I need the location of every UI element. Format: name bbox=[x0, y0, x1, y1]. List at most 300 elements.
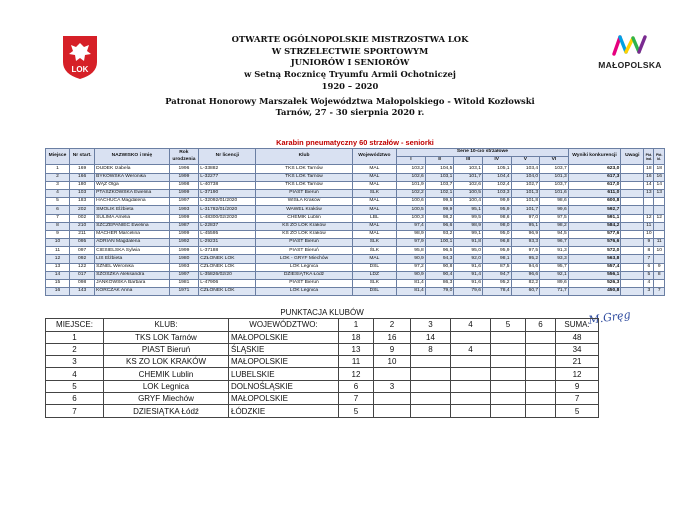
kl-p6 bbox=[526, 368, 556, 380]
result-license: L-31782/01/2020 bbox=[199, 206, 256, 214]
result-club: PIAST Bieruń bbox=[256, 247, 352, 255]
result-total: 584,2 bbox=[568, 222, 621, 230]
result-license: L-37190 bbox=[199, 189, 256, 197]
result-club: LOK Legnica bbox=[256, 288, 352, 296]
malopolska-logo-text: MAŁOPOLSKA bbox=[598, 60, 662, 70]
result-notes bbox=[621, 230, 644, 238]
result-s6: 94,5 bbox=[540, 230, 569, 238]
result-s4: 99,9 bbox=[482, 198, 511, 206]
result-pkt-ind: 6 bbox=[644, 263, 654, 271]
result-s6: 103,7 bbox=[540, 165, 569, 173]
result-s5: 102,7 bbox=[511, 181, 540, 189]
col-s6: VI bbox=[540, 157, 569, 165]
result-s1: 81,4 bbox=[397, 280, 426, 288]
kl-club: GRYF Miechów bbox=[104, 393, 229, 405]
table-row bbox=[46, 280, 665, 288]
result-start: 166 bbox=[70, 173, 95, 181]
result-place: 4 bbox=[46, 189, 70, 197]
kl-p6 bbox=[526, 331, 556, 343]
kl-region: LUBELSKIE bbox=[229, 368, 339, 380]
result-pkt-ind: 16 bbox=[644, 173, 654, 181]
result-s3: 91,8 bbox=[454, 239, 483, 247]
result-total: 600,8 bbox=[568, 198, 621, 206]
col-s2: II bbox=[425, 157, 454, 165]
result-s1: 98,9 bbox=[397, 230, 426, 238]
table-row bbox=[46, 368, 599, 380]
result-s6: 92,1 bbox=[540, 271, 569, 279]
result-s4: 95,0 bbox=[482, 230, 511, 238]
result-region: LDZ bbox=[352, 271, 397, 279]
result-license: L-32092/01/2020 bbox=[199, 198, 256, 206]
kl-p4 bbox=[451, 331, 491, 343]
header-line-7: Tarnów, 27 - 30 sierpnia 2020 r. bbox=[275, 107, 425, 118]
result-start: 183 bbox=[70, 198, 95, 206]
result-notes bbox=[621, 255, 644, 263]
result-pkt-ind: 4 bbox=[644, 280, 654, 288]
result-pkt-ind: 11 bbox=[644, 222, 654, 230]
result-pkt-kl bbox=[654, 206, 665, 214]
result-club: CHEMIK Lublin bbox=[256, 214, 352, 222]
result-region: MAL bbox=[352, 222, 397, 230]
table-row bbox=[46, 222, 665, 230]
col-series: Serie 10-cio strzałowe bbox=[397, 149, 569, 157]
result-name: ADRIAN Magdalena bbox=[95, 239, 169, 247]
result-s6: 98,6 bbox=[540, 198, 569, 206]
result-license: L-22837 bbox=[199, 222, 256, 230]
table-row bbox=[46, 380, 599, 392]
result-s3: 95,1 bbox=[454, 206, 483, 214]
kl-p1: 13 bbox=[339, 343, 374, 355]
table-row bbox=[46, 271, 665, 279]
kl-p4 bbox=[451, 380, 491, 392]
result-pkt-kl bbox=[654, 255, 665, 263]
result-total: 623,0 bbox=[568, 165, 621, 173]
kl-place: 6 bbox=[46, 393, 104, 405]
col-region: Województwo bbox=[352, 149, 397, 165]
result-license: L-40738 bbox=[199, 181, 256, 189]
result-s2: 104,5 bbox=[425, 165, 454, 173]
result-year: 1993 bbox=[169, 206, 199, 214]
result-club: LOK - GRYF Miechów bbox=[256, 255, 352, 263]
result-s5: 93,3 bbox=[511, 239, 540, 247]
result-name: SZNEL Weronika bbox=[95, 263, 169, 271]
result-year: 1999 bbox=[169, 173, 199, 181]
result-place: 7 bbox=[46, 214, 70, 222]
result-s4: 95,2 bbox=[482, 280, 511, 288]
result-s5: 101,3 bbox=[511, 189, 540, 197]
result-name: SULIMA Amelia bbox=[95, 214, 169, 222]
result-start: 095 bbox=[70, 239, 95, 247]
table-row bbox=[46, 181, 665, 189]
kl-sum: 5 bbox=[556, 405, 599, 417]
kl-club: KS ZO LOK KRAKÓW bbox=[104, 356, 229, 368]
table-row bbox=[46, 343, 599, 355]
kl-p1: 6 bbox=[339, 380, 374, 392]
kl-p5 bbox=[491, 368, 526, 380]
result-s3: 99,1 bbox=[454, 230, 483, 238]
result-s3: 95,0 bbox=[454, 247, 483, 255]
results-table bbox=[45, 139, 665, 296]
result-club: TKS LOK Tarnów bbox=[256, 165, 352, 173]
kl-p4 bbox=[451, 405, 491, 417]
result-pkt-ind: 13 bbox=[644, 189, 654, 197]
result-s4: 87,5 bbox=[482, 263, 511, 271]
result-place: 3 bbox=[46, 181, 70, 189]
result-s6: 98,2 bbox=[540, 222, 569, 230]
result-s1: 101,9 bbox=[397, 181, 426, 189]
result-total: 556,1 bbox=[568, 271, 621, 279]
result-region: MAL bbox=[352, 173, 397, 181]
result-notes bbox=[621, 239, 644, 247]
result-pkt-kl bbox=[654, 222, 665, 230]
result-pkt-ind: 8 bbox=[644, 247, 654, 255]
club-points-table bbox=[45, 307, 599, 418]
col-club: Klub bbox=[256, 149, 352, 165]
kl-club: TKS LOK Tarnów bbox=[104, 331, 229, 343]
col-pkt-kl: Pkt. kl. bbox=[654, 149, 665, 165]
kl-p5 bbox=[491, 356, 526, 368]
kl-col-6: 6 bbox=[526, 319, 556, 331]
kl-place: 3 bbox=[46, 356, 104, 368]
result-s1: 95,8 bbox=[397, 247, 426, 255]
result-s6: 96,7 bbox=[540, 239, 569, 247]
result-s1: 90,9 bbox=[397, 271, 426, 279]
result-place: 10 bbox=[46, 239, 70, 247]
kl-p3 bbox=[411, 393, 451, 405]
kl-p2 bbox=[374, 405, 411, 417]
result-club: PIAST Bieruń bbox=[256, 189, 352, 197]
result-pkt-ind: 3 bbox=[644, 288, 654, 296]
result-s4: 104,4 bbox=[482, 173, 511, 181]
result-notes bbox=[621, 189, 644, 197]
kl-p1: 12 bbox=[339, 368, 374, 380]
result-s3: 79,6 bbox=[454, 288, 483, 296]
kl-place: 4 bbox=[46, 368, 104, 380]
results-title: Karabin pneumatyczny 60 strzałów - seniorki bbox=[46, 139, 665, 149]
col-start: Nr start. bbox=[70, 149, 95, 165]
result-s5: 101,8 bbox=[511, 198, 540, 206]
kl-p3: 8 bbox=[411, 343, 451, 355]
result-place: 11 bbox=[46, 247, 70, 255]
result-s4: 95,9 bbox=[482, 247, 511, 255]
result-pkt-kl: 8 bbox=[654, 271, 665, 279]
result-s4: 102,4 bbox=[482, 181, 511, 189]
result-year: 1999 bbox=[169, 230, 199, 238]
col-license: Nr licencji bbox=[199, 149, 256, 165]
result-region: ŚLK bbox=[352, 239, 397, 247]
kl-col-2: 2 bbox=[374, 319, 411, 331]
kl-p1: 7 bbox=[339, 393, 374, 405]
result-notes bbox=[621, 271, 644, 279]
result-total: 576,6 bbox=[568, 239, 621, 247]
result-region: MAL bbox=[352, 230, 397, 238]
col-s5: V bbox=[511, 157, 540, 165]
result-s5: 97,0 bbox=[511, 214, 540, 222]
result-total: 557,4 bbox=[568, 263, 621, 271]
result-s3: 101,7 bbox=[454, 173, 483, 181]
result-place: 13 bbox=[46, 263, 70, 271]
result-year: 1999 bbox=[169, 214, 199, 222]
result-name: SMOLIK Elżbieta bbox=[95, 206, 169, 214]
result-s3: 98,9 bbox=[454, 222, 483, 230]
result-license: L-32277 bbox=[199, 173, 256, 181]
kl-region: ŁÓDZKIE bbox=[229, 405, 339, 417]
result-name: SZCZEPANIEC Ewelina bbox=[95, 222, 169, 230]
result-region: MAL bbox=[352, 198, 397, 206]
result-s4: 78,4 bbox=[482, 288, 511, 296]
header-line-5: 1920 – 2020 bbox=[321, 80, 379, 91]
result-notes bbox=[621, 263, 644, 271]
result-place: 14 bbox=[46, 271, 70, 279]
result-year: 1987 bbox=[169, 222, 199, 230]
result-pkt-ind: 10 bbox=[644, 230, 654, 238]
result-region: ŚLK bbox=[352, 189, 397, 197]
kl-club: DZIESIĄTKA Łódź bbox=[104, 405, 229, 417]
result-club: DZIESIĄTKA Łódź bbox=[256, 271, 352, 279]
result-s6: 101,3 bbox=[540, 173, 569, 181]
result-notes bbox=[621, 173, 644, 181]
result-s3: 100,4 bbox=[454, 198, 483, 206]
kl-p5 bbox=[491, 343, 526, 355]
result-year: 1992 bbox=[169, 239, 199, 247]
result-s6: 91,3 bbox=[540, 247, 569, 255]
result-start: 103 bbox=[70, 189, 95, 197]
result-region: ŚLK bbox=[352, 247, 397, 255]
result-start: 122 bbox=[70, 263, 95, 271]
kl-p3 bbox=[411, 405, 451, 417]
result-year: 1999 bbox=[169, 247, 199, 255]
result-year: 1997 bbox=[169, 198, 199, 206]
result-pkt-kl: 11 bbox=[654, 239, 665, 247]
kl-p2 bbox=[374, 368, 411, 380]
result-s3: 100,5 bbox=[454, 189, 483, 197]
result-s2: 90,4 bbox=[425, 271, 454, 279]
result-s1: 81,4 bbox=[397, 288, 426, 296]
kl-col-club: KLUB: bbox=[104, 319, 229, 331]
kl-region: DOLNOŚLĄSKIE bbox=[229, 380, 339, 392]
result-s4: 103,3 bbox=[482, 189, 511, 197]
kl-p3: 14 bbox=[411, 331, 451, 343]
table-row bbox=[46, 165, 665, 173]
kl-sum: 21 bbox=[556, 356, 599, 368]
result-s5: 101,7 bbox=[511, 206, 540, 214]
header-line-4: w Setną Rocznicę Tryumfu Armii Ochotniczej bbox=[244, 69, 456, 80]
header-line-2: W STRZELECTWIE SPORTOWYM bbox=[271, 45, 429, 56]
result-s6: 71,7 bbox=[540, 288, 569, 296]
result-place: 12 bbox=[46, 255, 70, 263]
kl-p3 bbox=[411, 356, 451, 368]
result-region: MAL bbox=[352, 165, 397, 173]
col-s1: I bbox=[397, 157, 426, 165]
result-s2: 86,3 bbox=[425, 280, 454, 288]
result-pkt-kl: 10 bbox=[654, 247, 665, 255]
result-s4: 98,6 bbox=[482, 214, 511, 222]
result-pkt-kl: 14 bbox=[654, 181, 665, 189]
kl-p2: 10 bbox=[374, 356, 411, 368]
result-s1: 97,2 bbox=[397, 263, 426, 271]
result-s1: 100,5 bbox=[397, 206, 426, 214]
result-pkt-ind: 12 bbox=[644, 214, 654, 222]
result-name: WĄŻ Olga bbox=[95, 181, 169, 189]
kl-club: LOK Legnica bbox=[104, 380, 229, 392]
result-region: DSL bbox=[352, 263, 397, 271]
result-club: TKS LOK Tarnów bbox=[256, 181, 352, 189]
result-club: KS ZO LOK Kraków bbox=[256, 230, 352, 238]
col-year: Rok urodzenia bbox=[169, 149, 199, 165]
result-notes bbox=[621, 181, 644, 189]
result-club: LOK Legnica bbox=[256, 263, 352, 271]
result-club: PIAST Bieruń bbox=[256, 239, 352, 247]
result-s1: 97,4 bbox=[397, 222, 426, 230]
result-license: CZŁONEK LOK bbox=[199, 255, 256, 263]
result-s6: 103,7 bbox=[540, 181, 569, 189]
kl-place: 5 bbox=[46, 380, 104, 392]
result-s2: 94,3 bbox=[425, 255, 454, 263]
result-start: 143 bbox=[70, 288, 95, 296]
kl-region: MAŁOPOLSKIE bbox=[229, 331, 339, 343]
kl-place: 7 bbox=[46, 405, 104, 417]
kl-col-sum: SUMA: bbox=[556, 319, 599, 331]
result-pkt-kl: 7 bbox=[654, 288, 665, 296]
result-s5: 82,2 bbox=[511, 280, 540, 288]
kl-p6 bbox=[526, 393, 556, 405]
result-s4: 95,9 bbox=[482, 206, 511, 214]
kl-col-4: 4 bbox=[451, 319, 491, 331]
result-year: 1980 bbox=[169, 255, 199, 263]
result-place: 1 bbox=[46, 165, 70, 173]
result-year: 1981 bbox=[169, 280, 199, 288]
result-notes bbox=[621, 206, 644, 214]
result-name: HACHUCA Magdalena bbox=[95, 198, 169, 206]
kl-p1: 11 bbox=[339, 356, 374, 368]
result-region: MAL bbox=[352, 255, 397, 263]
result-pkt-kl: 18 bbox=[654, 165, 665, 173]
table-row bbox=[46, 393, 599, 405]
kl-sum: 9 bbox=[556, 380, 599, 392]
kl-club: CHEMIK Lublin bbox=[104, 368, 229, 380]
col-name: NAZWISKO i Imię bbox=[95, 149, 169, 165]
kl-region: MAŁOPOLSKIE bbox=[229, 393, 339, 405]
result-s3: 99,5 bbox=[454, 214, 483, 222]
result-pkt-ind: 18 bbox=[644, 165, 654, 173]
result-pkt-ind: 9 bbox=[644, 239, 654, 247]
table-row bbox=[46, 255, 665, 263]
result-s4: 98,1 bbox=[482, 255, 511, 263]
table-row bbox=[46, 288, 665, 296]
result-s1: 90,9 bbox=[397, 255, 426, 263]
kl-sum: 48 bbox=[556, 331, 599, 343]
result-s4: 105,1 bbox=[482, 165, 511, 173]
result-license: CZŁONEK LOK bbox=[199, 263, 256, 271]
kl-region: ŚLĄSKIE bbox=[229, 343, 339, 355]
result-pkt-kl: 16 bbox=[654, 173, 665, 181]
kl-col-place: MIEJSCE: bbox=[46, 319, 104, 331]
kl-p5 bbox=[491, 393, 526, 405]
result-s2: 99,9 bbox=[425, 206, 454, 214]
result-pkt-kl bbox=[654, 230, 665, 238]
result-pkt-ind: 5 bbox=[644, 271, 654, 279]
result-place: 15 bbox=[46, 280, 70, 288]
result-s6: 89,6 bbox=[540, 280, 569, 288]
result-total: 617,3 bbox=[568, 173, 621, 181]
result-place: 5 bbox=[46, 198, 70, 206]
malopolska-mark-icon bbox=[612, 34, 648, 56]
result-name: SZOSZKA Aleksandra bbox=[95, 271, 169, 279]
result-s6: 99,6 bbox=[540, 206, 569, 214]
kl-sum: 12 bbox=[556, 368, 599, 380]
result-license: L-37188 bbox=[199, 247, 256, 255]
result-s3: 91,6 bbox=[454, 280, 483, 288]
result-license: L-35826/02/20 bbox=[199, 271, 256, 279]
result-club: WAWEL Kraków bbox=[256, 206, 352, 214]
table-row bbox=[46, 206, 665, 214]
result-total: 450,8 bbox=[568, 288, 621, 296]
result-start: 169 bbox=[70, 165, 95, 173]
result-s5: 95,2 bbox=[511, 255, 540, 263]
result-s3: 91,6 bbox=[454, 263, 483, 271]
result-place: 6 bbox=[46, 206, 70, 214]
col-notes: Uwagi bbox=[621, 149, 644, 165]
result-club: KS ZO LOK Kraków bbox=[256, 222, 352, 230]
result-year: 1998 bbox=[169, 181, 199, 189]
result-region: MAL bbox=[352, 206, 397, 214]
result-start: 092 bbox=[70, 255, 95, 263]
result-total: 591,1 bbox=[568, 214, 621, 222]
result-pkt-kl: 12 bbox=[654, 214, 665, 222]
table-row bbox=[46, 173, 665, 181]
table-row bbox=[46, 230, 665, 238]
result-s3: 102,6 bbox=[454, 181, 483, 189]
col-pkt-ind: Pkt. ind. bbox=[644, 149, 654, 165]
table-row bbox=[46, 214, 665, 222]
result-notes bbox=[621, 165, 644, 173]
col-total: Wyniki konkurencji bbox=[568, 149, 621, 165]
result-s2: 102,1 bbox=[425, 189, 454, 197]
result-s3: 91,4 bbox=[454, 271, 483, 279]
kl-sum: 34 bbox=[556, 343, 599, 355]
result-license: L-45595 bbox=[199, 230, 256, 238]
kl-p1: 5 bbox=[339, 405, 374, 417]
header-line-1: OTWARTE OGÓLNOPOLSKIE MISTRZOSTWA LOK bbox=[231, 34, 469, 44]
result-place: 16 bbox=[46, 288, 70, 296]
result-year: 1996 bbox=[169, 165, 199, 173]
result-notes bbox=[621, 222, 644, 230]
result-s4: 98,0 bbox=[482, 222, 511, 230]
kl-p6 bbox=[526, 380, 556, 392]
result-s5: 104,0 bbox=[511, 173, 540, 181]
result-s6: 97,5 bbox=[540, 214, 569, 222]
result-license: L-48300/02/2020 bbox=[199, 214, 256, 222]
result-place: 8 bbox=[46, 222, 70, 230]
kl-p4 bbox=[451, 393, 491, 405]
kl-p1: 18 bbox=[339, 331, 374, 343]
club-points-title: PUNKTACJA KLUBÓW bbox=[46, 307, 599, 319]
result-start: 180 bbox=[70, 181, 95, 189]
table-row bbox=[46, 356, 599, 368]
kl-p3 bbox=[411, 380, 451, 392]
result-notes bbox=[621, 198, 644, 206]
table-row bbox=[46, 189, 665, 197]
result-club: WISŁA Kraków bbox=[256, 198, 352, 206]
result-s2: 103,1 bbox=[425, 173, 454, 181]
result-place: 9 bbox=[46, 230, 70, 238]
header-line-3: JUNIORÓW I SENIORÓW bbox=[290, 57, 410, 68]
result-year: 1993 bbox=[169, 263, 199, 271]
kl-p6 bbox=[526, 356, 556, 368]
col-s3: III bbox=[454, 157, 483, 165]
result-s6: 101,6 bbox=[540, 189, 569, 197]
result-region: MAL bbox=[352, 181, 397, 189]
